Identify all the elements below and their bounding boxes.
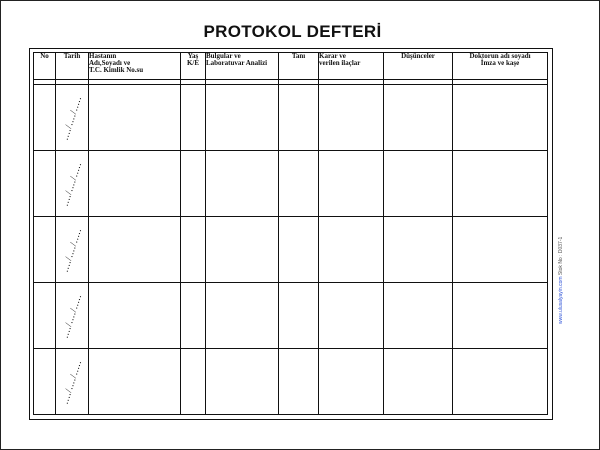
cell-hasta[interactable] xyxy=(89,85,181,151)
cell-doktor[interactable] xyxy=(453,349,548,415)
col-header-bulgular xyxy=(206,53,279,80)
cell-yas[interactable] xyxy=(181,349,206,415)
cell-no[interactable] xyxy=(34,217,56,283)
cell-bulgular[interactable] xyxy=(206,151,279,217)
cell-tarih[interactable] xyxy=(56,85,89,151)
cell-doktor[interactable] xyxy=(453,151,548,217)
cell-dusunceler[interactable] xyxy=(384,283,453,349)
cell-dusunceler[interactable] xyxy=(384,217,453,283)
date-placeholder: ..../..../..... xyxy=(59,226,85,273)
date-placeholder: ..../..../..... xyxy=(59,94,85,141)
cell-tarih[interactable] xyxy=(56,349,89,415)
cell-yas[interactable] xyxy=(181,85,206,151)
cell-bulgular[interactable] xyxy=(206,349,279,415)
cell-yas[interactable] xyxy=(181,217,206,283)
cell-hasta[interactable] xyxy=(89,151,181,217)
cell-dusunceler[interactable] xyxy=(384,151,453,217)
cell-karar[interactable] xyxy=(319,283,384,349)
cell-yas[interactable] xyxy=(181,283,206,349)
col-header-no: No xyxy=(34,53,56,80)
cell-bulgular[interactable] xyxy=(206,217,279,283)
col-header-doktor xyxy=(453,53,548,80)
col-header-bulgular-line2: Laboratuvar Analizi xyxy=(206,59,268,67)
table-row xyxy=(34,283,548,349)
header-row xyxy=(34,53,548,80)
cell-karar[interactable] xyxy=(319,85,384,151)
col-header-hasta xyxy=(89,53,181,80)
cell-tani[interactable] xyxy=(279,85,319,151)
protocol-sheet xyxy=(29,48,553,420)
cell-tani[interactable] xyxy=(279,283,319,349)
side-note-site: www.ulusalyayin.com xyxy=(558,276,564,324)
col-header-tani: Tanı xyxy=(279,53,319,80)
cell-karar[interactable] xyxy=(319,217,384,283)
cell-hasta[interactable] xyxy=(89,349,181,415)
date-placeholder: ..../..../..... xyxy=(59,358,85,405)
cell-hasta[interactable] xyxy=(89,217,181,283)
cell-dusunceler[interactable] xyxy=(384,349,453,415)
cell-tani[interactable] xyxy=(279,151,319,217)
col-header-bulgular-line1: Bulgular ve xyxy=(206,52,241,60)
table-row xyxy=(34,349,548,415)
page-title: PROTOKOL DEFTERİ xyxy=(203,22,382,41)
cell-tani[interactable] xyxy=(279,217,319,283)
col-header-karar xyxy=(319,53,384,80)
col-header-hasta-line2: Adı,Soyadı ve xyxy=(89,59,131,67)
side-note-code: Stok No : D037-1 xyxy=(558,236,564,276)
col-header-karar-line1: Karar ve xyxy=(319,52,346,60)
cell-hasta[interactable] xyxy=(89,283,181,349)
cell-dusunceler[interactable] xyxy=(384,85,453,151)
cell-bulgular[interactable] xyxy=(206,283,279,349)
col-header-yas-line1: Yaş xyxy=(187,52,199,60)
cell-no[interactable] xyxy=(34,85,56,151)
date-placeholder: ..../..../..... xyxy=(59,292,85,339)
col-header-yas xyxy=(181,53,206,80)
table-row xyxy=(34,85,548,151)
col-header-karar-line2: verilen ilaçlar xyxy=(319,59,361,67)
cell-karar[interactable] xyxy=(319,151,384,217)
cell-doktor[interactable] xyxy=(453,283,548,349)
cell-yas[interactable] xyxy=(181,151,206,217)
cell-tarih[interactable] xyxy=(56,283,89,349)
cell-tarih[interactable] xyxy=(56,217,89,283)
cell-doktor[interactable] xyxy=(453,217,548,283)
protocol-table xyxy=(33,52,548,415)
cell-tarih[interactable] xyxy=(56,151,89,217)
cell-tani[interactable] xyxy=(279,349,319,415)
side-note xyxy=(558,237,564,324)
col-header-dusunceler: Düşünceler xyxy=(384,53,453,80)
cell-karar[interactable] xyxy=(319,349,384,415)
table-row xyxy=(34,217,548,283)
cell-no[interactable] xyxy=(34,283,56,349)
cell-no[interactable] xyxy=(34,151,56,217)
col-header-yas-line2: K/E xyxy=(186,59,200,67)
cell-doktor[interactable] xyxy=(453,85,548,151)
date-placeholder: ..../..../..... xyxy=(59,160,85,207)
col-header-hasta-line1: Hastanın xyxy=(89,52,117,60)
col-header-doktor-line1: Doktorun adı soyadı xyxy=(469,52,531,60)
col-header-doktor-line2: İmza ve kaşe xyxy=(480,59,520,67)
table-row xyxy=(34,151,548,217)
col-header-tarih: Tarih xyxy=(56,53,89,80)
cell-no[interactable] xyxy=(34,349,56,415)
col-header-hasta-line3: T.C. Kimlik No.su xyxy=(89,66,144,74)
cell-bulgular[interactable] xyxy=(206,85,279,151)
